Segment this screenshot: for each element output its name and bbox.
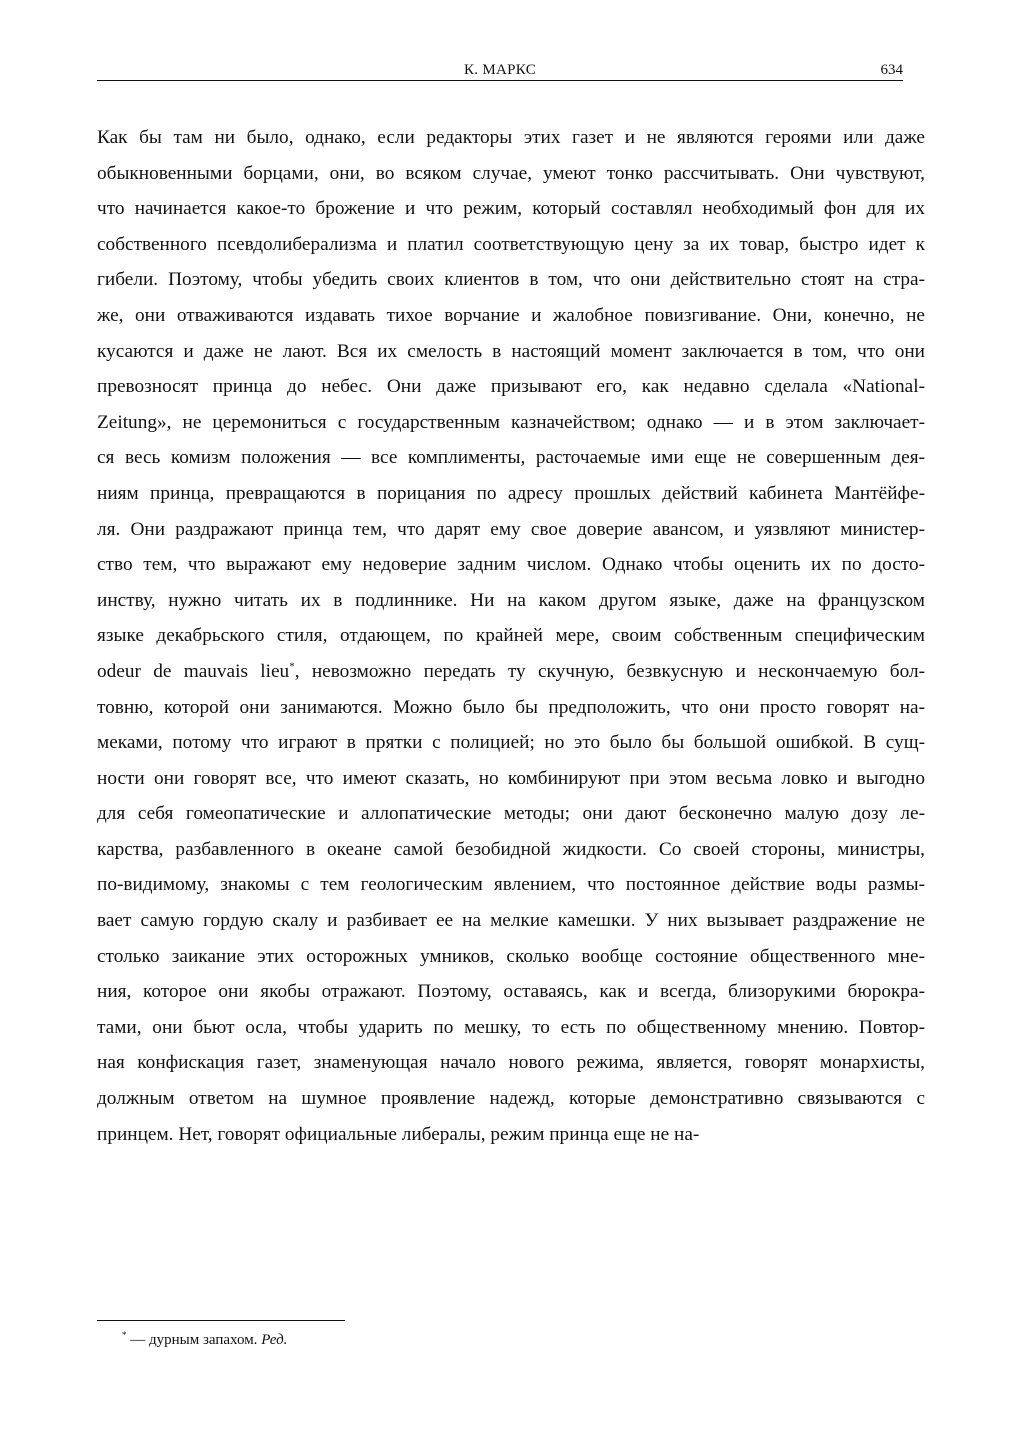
footnote-divider bbox=[97, 1320, 345, 1321]
text-line: ство тем, что выражают ему недоверие задним числом. Однако чтобы оценить их по досто- bbox=[97, 554, 925, 576]
text-line: же, они отваживаются издавать тихое ворчание и жалобное повизгивание. Они, конечно, не bbox=[97, 304, 925, 326]
text-line: языке декабрьского стиля, отдающем, по крайней мере, своим собственным специфическим bbox=[97, 625, 925, 647]
text-line: что начинается какое-то брожение и что режим, который составлял необходимый фон для их bbox=[97, 198, 925, 220]
text-line: обыкновенными борцами, они, во всяком случае, умеют тонко рассчитывать. Они чувствуют, bbox=[97, 162, 925, 184]
footnote-text: — дурным запахом. bbox=[126, 1332, 262, 1348]
text-line: товню, которой они занимаются. Можно было бы предположить, что они просто говорят на- bbox=[97, 696, 925, 718]
text-line-footnote-ref bbox=[97, 654, 925, 690]
french-phrase: odeur de mauvais lieu bbox=[97, 660, 290, 682]
text-line: гибели. Поэтому, чтобы убедить своих клиентов в том, что они действительно стоят на стра- bbox=[97, 269, 925, 291]
footnote-reference-mark[interactable]: * bbox=[289, 660, 295, 673]
text-line: ности они говорят все, что имеют сказать, но комбинируют при этом весьма ловко и выгодно bbox=[97, 767, 925, 789]
text-line-last: принцем. Нет, говорят официальные либералы, режим принца еще не на- bbox=[97, 1123, 700, 1145]
text-line: вает самую гордую скалу и разбивает ее на мелкие камешки. У них вызывает раздражение не bbox=[97, 910, 925, 932]
text-line: должным ответом на шумное проявление надежд, которые демонстративно связываются с bbox=[97, 1088, 925, 1110]
footnote bbox=[122, 1330, 287, 1350]
text-line: Как бы там ни было, однако, если редакторы этих газет и не являются героями или даже bbox=[97, 127, 925, 148]
text-line: инству, нужно читать их в подлиннике. Ни на каком другом языке, даже на французском bbox=[97, 589, 925, 611]
footnote-mark: * bbox=[122, 1330, 127, 1340]
page-number: 634 bbox=[880, 62, 903, 78]
text-line: для себя гомеопатические и аллопатические методы; они дают бесконечно малую дозу ле- bbox=[97, 803, 925, 825]
text-line: превозносят принца до небес. Они даже призывают его, как недавно сделала «National- bbox=[97, 376, 925, 398]
header-title: К. МАРКС bbox=[463, 62, 537, 78]
text-line: карства, разбавленного в океане самой безобидной жидкости. Со своей стороны, министры, bbox=[97, 838, 925, 860]
body-text bbox=[97, 120, 925, 1152]
text-line: тами, они бьют осла, чтобы ударить по мешку, то есть по общественному мнению. Повтор- bbox=[97, 1016, 925, 1038]
running-header bbox=[97, 60, 903, 81]
text-line: кусаются и даже не лают. Вся их смелость в настоящий момент заключается в том, что они bbox=[97, 340, 925, 362]
text-line: ся весь комизм положения — все комплименты, расточаемые ими еще не совершенным дея- bbox=[97, 447, 925, 469]
text-line: собственного псевдолиберализма и платил соответствующую цену за их товар, быстро идет к bbox=[97, 233, 925, 255]
text-line: ля. Они раздражают принца тем, что дарят ему свое доверие авансом, и уязвляют министер- bbox=[97, 518, 925, 540]
text-line: ния, которое они якобы отражают. Поэтому, оставаясь, как и всегда, близорукими бюрокра- bbox=[97, 981, 925, 1003]
text-line: ниям принца, превращаются в порицания по адресу прошлых действий кабинета Мантёйфе- bbox=[97, 482, 925, 504]
text-line: столько заикание этих осторожных умников, сколько вообще состояние общественного мне- bbox=[97, 945, 925, 967]
text-line: по-видимому, знакомы с тем геологическим явлением, что постоянное действие воды размы- bbox=[97, 874, 925, 896]
footnote-editor-note: Ред. bbox=[261, 1332, 288, 1348]
text-line: Zeitung», не церемониться с государственным казначейством; однако — и в этом заключает- bbox=[97, 411, 925, 433]
text-line: меками, потому что играют в прятки с полицией; но это было бы большой ошибкой. В сущ- bbox=[97, 732, 925, 754]
text-line-rest: , невозможно передать ту скучную, безвкусную и нескончаемую бол- bbox=[294, 660, 925, 682]
text-line: ная конфискация газет, знаменующая начало нового режима, является, говорят монархисты, bbox=[97, 1052, 925, 1074]
